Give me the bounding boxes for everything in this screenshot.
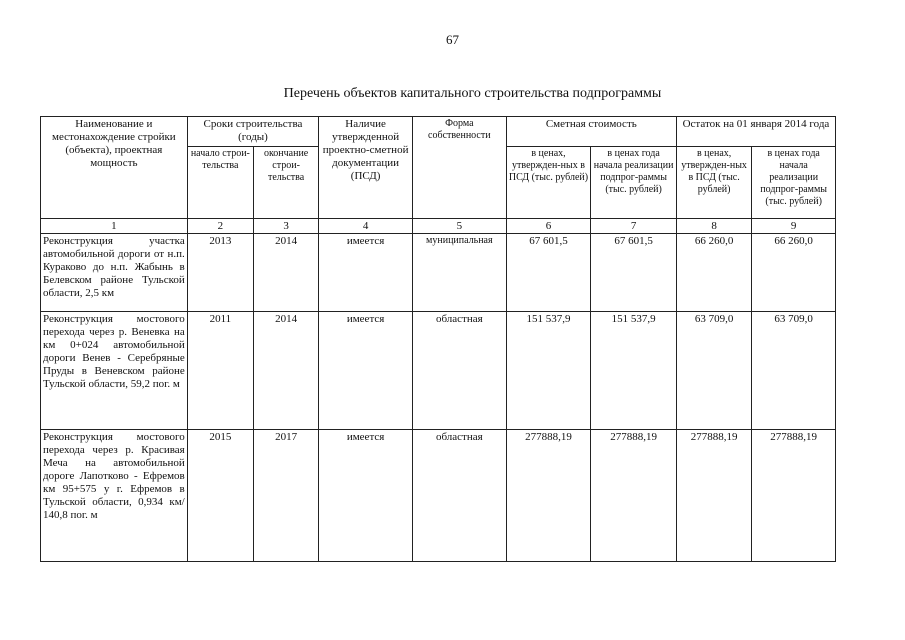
balance-start: 277888,19 xyxy=(752,430,836,562)
header-psd: Наличие утвержденной проектно-сметной документации (ПСД) xyxy=(319,117,413,219)
psd-status: имеется xyxy=(319,312,413,430)
document-title: Перечень объектов капитального строительства подпрограммы xyxy=(283,86,662,101)
header-period-end: окончание строи-тельства xyxy=(253,147,318,219)
object-name: Реконструкция мостового перехода через р. Красивая Меча на автомобильной дороге Лапотково - Ефремов км 95+575 у г. Ефремов в Тульской области, 0,934 км/ 140,8 пог. м xyxy=(41,430,188,562)
header-period: Сроки строительства (годы) xyxy=(187,117,318,147)
column-number: 4 xyxy=(319,219,413,234)
column-number: 6 xyxy=(506,219,591,234)
balance-psd: 66 260,0 xyxy=(676,234,751,312)
object-name: Реконструкция мостового перехода через р. Веневка на км 0+024 автомобильной дороги Венев - Серебряные Пруды в Веневском районе Тульской области, 59,2 пог. м xyxy=(41,312,188,430)
header-balance: Остаток на 01 января 2014 года xyxy=(676,117,835,147)
start-year: 2015 xyxy=(187,430,253,562)
ownership-type: областная xyxy=(412,312,506,430)
estimate-psd: 67 601,5 xyxy=(506,234,591,312)
end-year: 2014 xyxy=(253,312,318,430)
balance-start: 66 260,0 xyxy=(752,234,836,312)
column-number: 2 xyxy=(187,219,253,234)
estimate-start: 151 537,9 xyxy=(591,312,677,430)
object-name: Реконструкция участка автомобильной дороги от н.п. Кураково до н.п. Жабынь в Белевском районе Тульской области, 2,5 км xyxy=(41,234,188,312)
column-number: 5 xyxy=(412,219,506,234)
header-estimate-psd: в ценах, утвержден-ных в ПСД (тыс. рублей) xyxy=(506,147,591,219)
column-number: 8 xyxy=(676,219,751,234)
estimate-psd: 277888,19 xyxy=(506,430,591,562)
header-balance-start: в ценах года начала реализации подпрог-раммы (тыс. рублей) xyxy=(752,147,836,219)
end-year: 2014 xyxy=(253,234,318,312)
table-row xyxy=(41,312,836,430)
column-number: 3 xyxy=(253,219,318,234)
ownership-type: муниципальная xyxy=(412,234,506,312)
header-name: Наименование и местонахождение стройки (объекта), проектная мощность xyxy=(41,117,188,219)
start-year: 2011 xyxy=(187,312,253,430)
psd-status: имеется xyxy=(319,234,413,312)
table-row xyxy=(41,430,836,562)
header-estimate: Сметная стоимость xyxy=(506,117,676,147)
column-number: 1 xyxy=(41,219,188,234)
column-number: 9 xyxy=(752,219,836,234)
balance-start: 63 709,0 xyxy=(752,312,836,430)
header-estimate-start: в ценах года начала реализации подпрог-раммы (тыс. рублей) xyxy=(591,147,677,219)
psd-status: имеется xyxy=(319,430,413,562)
header-ownership: Форма собственности xyxy=(412,117,506,219)
estimate-start: 67 601,5 xyxy=(591,234,677,312)
balance-psd: 63 709,0 xyxy=(676,312,751,430)
estimate-psd: 151 537,9 xyxy=(506,312,591,430)
ownership-type: областная xyxy=(412,430,506,562)
end-year: 2017 xyxy=(253,430,318,562)
balance-psd: 277888,19 xyxy=(676,430,751,562)
header-period-start: начало строи-тельства xyxy=(187,147,253,219)
estimate-start: 277888,19 xyxy=(591,430,677,562)
page-number: 67 xyxy=(446,32,459,47)
start-year: 2013 xyxy=(187,234,253,312)
header-balance-psd: в ценах, утвержден-ных в ПСД (тыс. рублей) xyxy=(676,147,751,219)
column-number: 7 xyxy=(591,219,677,234)
table-row xyxy=(41,234,836,312)
capital-objects-table xyxy=(40,116,836,562)
